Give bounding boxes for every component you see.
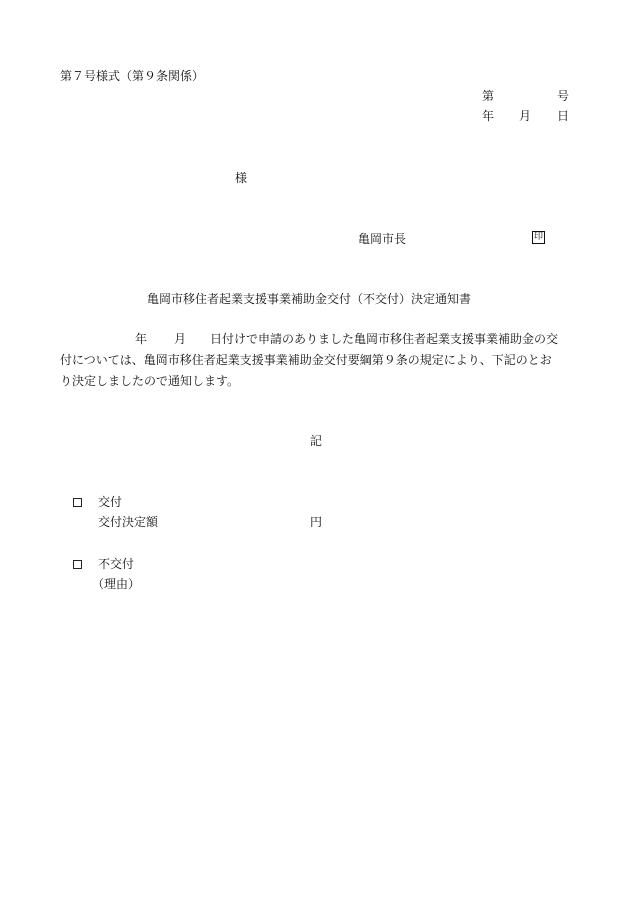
date-day-label: 日: [557, 109, 570, 123]
no-grant-option-label: 不交付: [98, 557, 135, 571]
body-line-2: 付については、亀岡市移住者起業支援事業補助金交付要綱第９条の規定により、下記のとお: [60, 353, 552, 367]
form-number-label: 第７号様式（第９条関係）: [60, 69, 205, 83]
body-line-1: 日付けで申請のありました亀岡市移住者起業支援事業補助金の交: [210, 332, 559, 346]
body-line-3: り決定しましたので通知します。: [60, 374, 240, 388]
no-grant-checkbox[interactable]: [73, 560, 82, 569]
addressee-honorific: 様: [235, 171, 248, 185]
body-year-label: 年: [135, 332, 148, 346]
grant-option-label: 交付: [98, 495, 123, 509]
grant-amount-label: 交付決定額: [98, 515, 159, 529]
grant-checkbox[interactable]: [73, 498, 82, 507]
date-month-label: 月: [519, 109, 532, 123]
document-number-suffix: 号: [557, 89, 570, 103]
ki-heading: 記: [310, 434, 323, 448]
reason-label: （理由）: [92, 577, 141, 591]
grant-amount-unit: 円: [310, 515, 323, 529]
seal-mark: 印: [533, 232, 543, 242]
date-year-label: 年: [482, 109, 495, 123]
document-title: 亀岡市移住者起業支援事業補助金交付（不交付）決定通知書: [147, 292, 472, 306]
issuer-name: 亀岡市長: [358, 232, 407, 246]
body-month-label: 月: [174, 332, 187, 346]
document-number-prefix: 第: [482, 89, 495, 103]
